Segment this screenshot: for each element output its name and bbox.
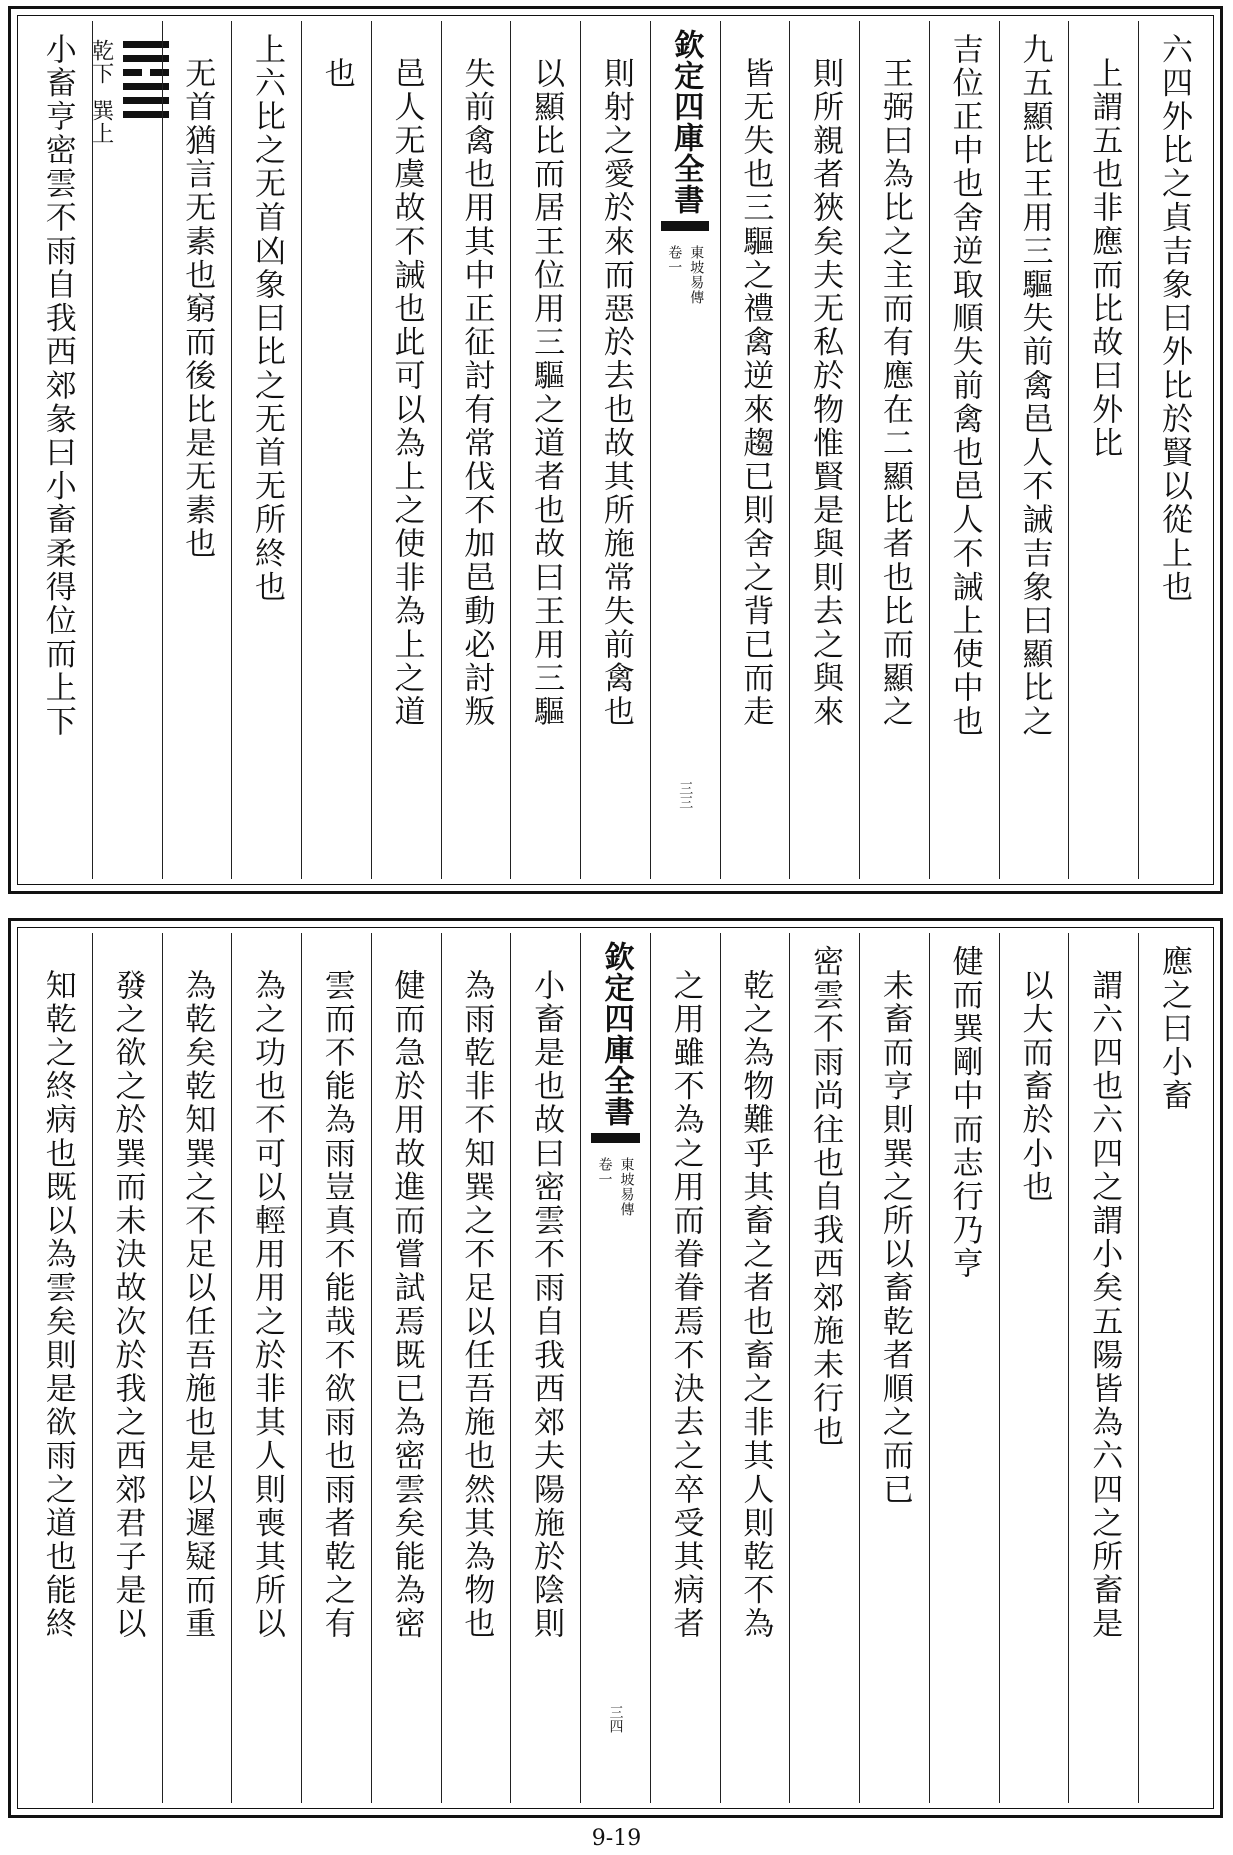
text-column [1138, 933, 1208, 1803]
book-info [664, 245, 706, 305]
column-text: 邑人无虞故不誡也此可以為上之使非為上之道 [388, 57, 425, 729]
text-column [1068, 21, 1138, 879]
folio-number: 三三 [677, 781, 694, 809]
column-text: 雲而不能為雨豈真不能哉不欲雨也雨者乾之有 [318, 969, 355, 1641]
page-columns [23, 933, 1208, 1803]
column-text: 則所親者狹矣夫无私於物惟賢是與則去之與來 [807, 57, 844, 729]
text-column [231, 933, 301, 1803]
column-text: 吉位正中也舍逆取順失前禽也邑人不誡上使中也 [946, 33, 983, 739]
column-text: 知乾之終病也既以為雲矣則是欲雨之道也能終 [39, 969, 76, 1641]
text-column [162, 21, 232, 879]
column-text: 上六比之无首凶象曰比之无首无所終也 [249, 33, 286, 605]
book-name: 東坡易傳 [688, 245, 705, 305]
text-column [162, 933, 232, 1803]
column-text: 健而急於用故進而嘗試焉既已為密雲矣能為密 [388, 969, 425, 1641]
text-column [1138, 21, 1208, 879]
column-text: 以顯比而居王位用三驅之道者也故曰王用三驅 [528, 57, 565, 729]
text-column [92, 933, 162, 1803]
text-column [510, 933, 580, 1803]
column-text: 為之功也不可以輕用用之於非其人則喪其所以 [249, 969, 286, 1641]
text-column [301, 933, 371, 1803]
column-text: 九五顯比王用三驅失前禽邑人不誡吉象曰顯比之 [1016, 33, 1053, 739]
lower-trigram-label: 乾下 [88, 39, 114, 85]
book-collection-title: 欽定四庫全書 [598, 941, 634, 1127]
volume-number: 卷一 [596, 1157, 613, 1187]
column-text: 也 [318, 57, 355, 91]
book-collection-title: 欽定四庫全書 [668, 29, 704, 215]
column-text: 之用雖不為之用而眷眷焉不決去之卒受其病者 [667, 969, 704, 1641]
column-text: 未畜而亨則巽之所以畜乾者順之而已 [876, 969, 913, 1507]
column-text: 密雲不雨尚往也自我西郊施未行也 [807, 945, 844, 1449]
text-column [929, 933, 999, 1803]
column-text: 上謂五也非應而比故曰外比 [1086, 57, 1123, 461]
fishtail-ornament [661, 221, 709, 231]
page-columns [23, 21, 1208, 879]
text-column [789, 933, 859, 1803]
folio-number: 三四 [607, 1705, 624, 1733]
column-text: 无首猶言无素也窮而後比是无素也 [179, 57, 216, 561]
page-panel-bottom [8, 918, 1223, 1818]
column-text: 健而巽剛中而志行乃亨 [946, 945, 983, 1281]
hexagram-trigram-labels [86, 37, 117, 879]
column-text: 應之曰小畜 [1155, 945, 1192, 1113]
text-column [23, 21, 92, 879]
text-column [510, 21, 580, 879]
text-column [301, 21, 371, 879]
column-text: 則射之愛於來而惡於去也故其所施常失前禽也 [597, 57, 634, 729]
column-text: 謂六四也六四之謂小矣五陽皆為六四之所畜是 [1086, 969, 1123, 1641]
text-column [580, 21, 650, 879]
text-column [999, 933, 1069, 1803]
text-column [441, 21, 511, 879]
text-column [720, 21, 790, 879]
center-title-column [580, 933, 650, 1803]
text-column [23, 933, 92, 1803]
column-text: 小畜是也故曰密雲不雨自我西郊夫陽施於陰則 [528, 969, 565, 1641]
text-column [999, 21, 1069, 879]
page-panel-top [8, 6, 1223, 894]
text-column [789, 21, 859, 879]
text-column [650, 933, 720, 1803]
column-text: 皆无失也三驅之禮禽逆來趨已則舍之背已而走 [737, 57, 774, 729]
column-text: 乾之為物難乎其畜之者也畜之非其人則乾不為 [737, 969, 774, 1641]
text-column [859, 21, 929, 879]
column-text: 王弼曰為比之主而有應在二顯比者也比而顯之 [876, 57, 913, 729]
column-text: 六四外比之貞吉象曰外比於賢以從上也 [1155, 33, 1192, 605]
text-column [371, 21, 441, 879]
book-name: 東坡易傳 [618, 1157, 635, 1217]
column-text: 為雨乾非不知巽之不足以任吾施也然其為物也 [458, 969, 495, 1641]
fishtail-ornament [591, 1133, 639, 1143]
column-text: 以大而畜於小也 [1016, 969, 1053, 1205]
center-title-column [650, 21, 720, 879]
column-text: 發之欲之於巽而未決故次於我之西郊君子是以 [109, 969, 146, 1641]
text-column [1068, 933, 1138, 1803]
column-text: 為乾矣乾知巽之不足以任吾施也是以遲疑而重 [179, 969, 216, 1641]
text-column [720, 933, 790, 1803]
column-text: 小畜亨密雲不雨自我西郊彖曰小畜柔得位而上下 [39, 33, 76, 739]
volume-number: 卷一 [666, 245, 683, 275]
text-column [441, 933, 511, 1803]
text-column [371, 933, 441, 1803]
text-column [231, 21, 301, 879]
upper-trigram-label: 巽上 [88, 99, 114, 145]
text-column [859, 933, 929, 1803]
column-text: 失前禽也用其中正征討有常伐不加邑動必討叛 [458, 57, 495, 729]
hexagram-column [88, 21, 162, 879]
text-column [929, 21, 999, 879]
book-info [594, 1157, 636, 1217]
scan-page-number: 9-19 [591, 1826, 642, 1851]
